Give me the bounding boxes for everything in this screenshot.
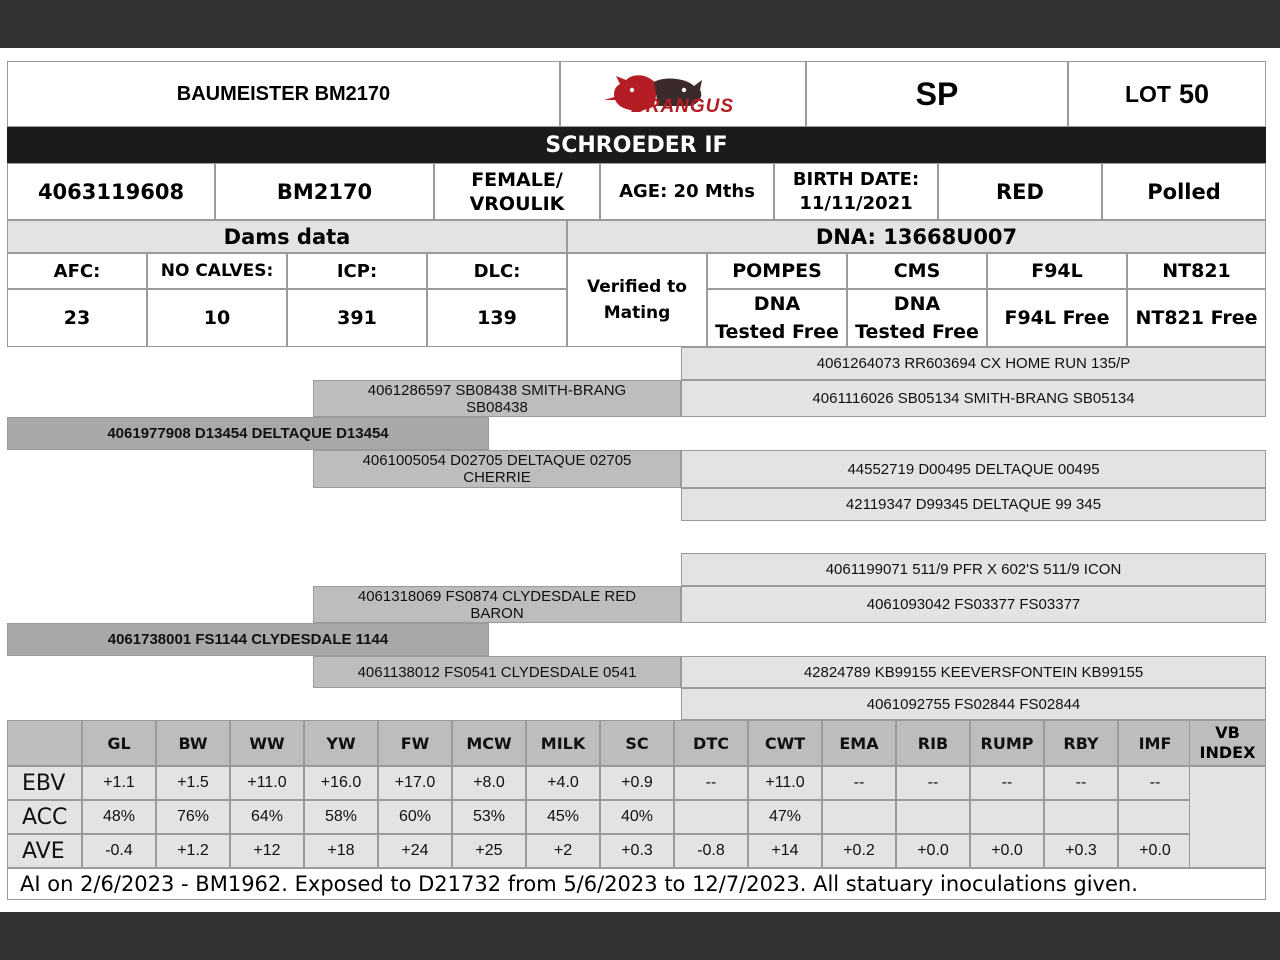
ebv-value-cell: +0.0 xyxy=(1118,834,1192,868)
sp-label: SP xyxy=(806,61,1068,127)
ebv-value-cell xyxy=(896,800,970,834)
ebv-value-cell xyxy=(674,800,748,834)
icp-label: ICP: xyxy=(287,253,427,289)
color: RED xyxy=(938,163,1102,220)
afc-value: 23 xyxy=(7,289,147,347)
dna-verified-cell xyxy=(567,253,707,347)
vb-index-line1: VB xyxy=(1215,723,1240,742)
ebv-value-cell: +0.0 xyxy=(970,834,1044,868)
sex-line2: VROULIK xyxy=(469,192,565,215)
ebv-value-cell: 48% xyxy=(82,800,156,834)
dna-result-line2: Tested Free xyxy=(715,321,839,343)
pedigree-sire-sire-sire: 4061264073 RR603694 CX HOME RUN 135/P xyxy=(681,347,1266,380)
ebv-column-header: IMF xyxy=(1118,720,1192,766)
ebv-value-cell: 60% xyxy=(378,800,452,834)
pedigree-dam-dam-sire: 42824789 KB99155 KEEVERSFONTEIN KB99155 xyxy=(681,656,1266,688)
ebv-value-cell: +25 xyxy=(452,834,526,868)
birth-date: 11/11/2021 xyxy=(799,192,913,214)
bottom-border-bar xyxy=(0,912,1280,960)
afc-label: AFC: xyxy=(7,253,147,289)
ebv-value-cell: +11.0 xyxy=(748,766,822,800)
ebv-column-header: EMA xyxy=(822,720,896,766)
breeder-name: SCHROEDER IF xyxy=(7,127,1266,163)
ebv-value-cell: 64% xyxy=(230,800,304,834)
ebv-column-header: RUMP xyxy=(970,720,1044,766)
dna-title: DNA: 13668U007 xyxy=(567,220,1266,253)
ebv-column-header: MILK xyxy=(526,720,600,766)
dna-test-label-nt821: NT821 xyxy=(1127,253,1266,289)
pedigree-dam-dam: 4061138012 FS0541 CLYDESDALE 0541 xyxy=(313,656,681,688)
dna-test-label-cms: CMS xyxy=(847,253,987,289)
top-border-bar xyxy=(0,0,1280,48)
verified-line1: Verified to xyxy=(587,277,687,297)
ebv-value-cell: +4.0 xyxy=(526,766,600,800)
ebv-column-header: CWT xyxy=(748,720,822,766)
ebv-value-cell: 76% xyxy=(156,800,230,834)
ebv-header-corner xyxy=(7,720,82,766)
verified-line2: Mating xyxy=(603,303,671,323)
age: AGE: 20 Mths xyxy=(600,163,774,220)
ebv-value-cell xyxy=(1118,800,1192,834)
birth-date-cell xyxy=(774,163,938,220)
ebv-value-cell: -- xyxy=(822,766,896,800)
registration-number: 4063119608 xyxy=(7,163,215,220)
ebv-value-cell: -- xyxy=(896,766,970,800)
dna-result-line1: DNA xyxy=(893,293,941,315)
animal-id: BM2170 xyxy=(215,163,434,220)
ebv-value-cell: +16.0 xyxy=(304,766,378,800)
ebv-value-cell: -- xyxy=(1118,766,1192,800)
ebv-column-header: SC xyxy=(600,720,674,766)
pedigree-sire-dam: 4061005054 D02705 DELTAQUE 02705 CHERRIE xyxy=(313,450,681,488)
ebv-column-header: YW xyxy=(304,720,378,766)
ebv-value-cell: +18 xyxy=(304,834,378,868)
lot-cell xyxy=(1068,61,1266,127)
animal-name: BAUMEISTER BM2170 xyxy=(7,61,560,127)
lot-card xyxy=(0,48,1280,912)
ebv-column-header: WW xyxy=(230,720,304,766)
ebv-value-cell: +12 xyxy=(230,834,304,868)
ebv-value-cell: +24 xyxy=(378,834,452,868)
pedigree-sire: 4061977908 D13454 DELTAQUE D13454 xyxy=(7,417,489,450)
footer-note: AI on 2/6/2023 - BM1962. Exposed to D21732 from 5/6/2023 to 12/7/2023. All statuary inoculations given. xyxy=(7,868,1266,900)
pedigree-dam-dam-dam: 4061092755 FS02844 FS02844 xyxy=(681,688,1266,720)
ebv-value-cell: +0.3 xyxy=(1044,834,1118,868)
dna-result-pompes xyxy=(707,289,847,347)
dna-test-label-f94l: F94L xyxy=(987,253,1127,289)
ebv-value-cell: -- xyxy=(1044,766,1118,800)
ebv-value-cell: -0.8 xyxy=(674,834,748,868)
pedigree-sire-sire-dam: 4061116026 SB05134 SMITH-BRANG SB05134 xyxy=(681,380,1266,417)
lot-number: 50 xyxy=(1178,78,1210,109)
sex-cell xyxy=(434,163,600,220)
birth-date-label: BIRTH DATE: xyxy=(792,168,920,190)
ebv-column-header: DTC xyxy=(674,720,748,766)
ebv-value-cell: +17.0 xyxy=(378,766,452,800)
ebv-value-cell: +8.0 xyxy=(452,766,526,800)
vb-index-line2: INDEX xyxy=(1199,743,1256,762)
ebv-value-cell: -- xyxy=(970,766,1044,800)
ebv-value-cell: +1.2 xyxy=(156,834,230,868)
pedigree-sire-dam-sire: 44552719 D00495 DELTAQUE 00495 xyxy=(681,450,1266,488)
ebv-value-cell: +1.1 xyxy=(82,766,156,800)
ebv-value-cell: 58% xyxy=(304,800,378,834)
ebv-column-header: RIB xyxy=(896,720,970,766)
ebv-column-header: BW xyxy=(156,720,230,766)
ebv-value-cell: +1.5 xyxy=(156,766,230,800)
ebv-value-cell: 45% xyxy=(526,800,600,834)
lot-prefix: LOT xyxy=(1124,80,1171,107)
ebv-value-cell: +0.2 xyxy=(822,834,896,868)
ebv-value-cell: 53% xyxy=(452,800,526,834)
ebv-value-cell xyxy=(1044,800,1118,834)
pedigree-sire-sire: 4061286597 SB08438 SMITH-BRANG SB08438 xyxy=(313,380,681,417)
ebv-value-cell: 40% xyxy=(600,800,674,834)
dna-result-cms xyxy=(847,289,987,347)
dna-result-f94l: F94L Free xyxy=(987,289,1127,347)
vb-index-value xyxy=(1189,766,1266,868)
ebv-value-cell xyxy=(970,800,1044,834)
ebv-row-label: AVE xyxy=(7,834,82,868)
ebv-value-cell: +0.3 xyxy=(600,834,674,868)
dna-result-line1: DNA xyxy=(753,293,801,315)
ebv-value-cell: +0.0 xyxy=(896,834,970,868)
dlc-label: DLC: xyxy=(427,253,567,289)
pedigree-dam-sire-sire: 4061199071 511/9 PFR X 602'S 511/9 ICON xyxy=(681,553,1266,586)
ebv-value-cell: +11.0 xyxy=(230,766,304,800)
ebv-row-label: ACC xyxy=(7,800,82,834)
ebv-value-cell: 47% xyxy=(748,800,822,834)
logo-text: BRANGUS xyxy=(631,96,735,117)
dams-data-title: Dams data xyxy=(7,220,567,253)
ebv-column-header: MCW xyxy=(452,720,526,766)
ebv-value-cell: +2 xyxy=(526,834,600,868)
no-calves-value: 10 xyxy=(147,289,287,347)
ebv-value-cell xyxy=(822,800,896,834)
dna-result-nt821: NT821 Free xyxy=(1127,289,1266,347)
no-calves-label: NO CALVES: xyxy=(147,253,287,289)
dna-test-label-pompes: POMPES xyxy=(707,253,847,289)
pedigree-dam: 4061738001 FS1144 CLYDESDALE 1144 xyxy=(7,623,489,656)
ebv-row-label: EBV xyxy=(7,766,82,800)
pedigree-dam-sire-dam: 4061093042 FS03377 FS03377 xyxy=(681,586,1266,623)
ebv-value-cell: -0.4 xyxy=(82,834,156,868)
pedigree-dam-sire: 4061318069 FS0874 CLYDESDALE RED BARON xyxy=(313,586,681,623)
ebv-value-cell: -- xyxy=(674,766,748,800)
ebv-column-header: RBY xyxy=(1044,720,1118,766)
icp-value: 391 xyxy=(287,289,427,347)
dlc-value: 139 xyxy=(427,289,567,347)
ebv-column-header: GL xyxy=(82,720,156,766)
ebv-value-cell: +0.9 xyxy=(600,766,674,800)
horn-status: Polled xyxy=(1102,163,1266,220)
dna-result-line2: Tested Free xyxy=(855,321,979,343)
vb-index-header xyxy=(1189,720,1266,766)
sex-line1: FEMALE/ xyxy=(471,168,563,191)
ebv-column-header: FW xyxy=(378,720,452,766)
pedigree-sire-dam-dam: 42119347 D99345 DELTAQUE 99 345 xyxy=(681,488,1266,521)
ebv-value-cell: +14 xyxy=(748,834,822,868)
brangus-logo xyxy=(560,61,806,127)
